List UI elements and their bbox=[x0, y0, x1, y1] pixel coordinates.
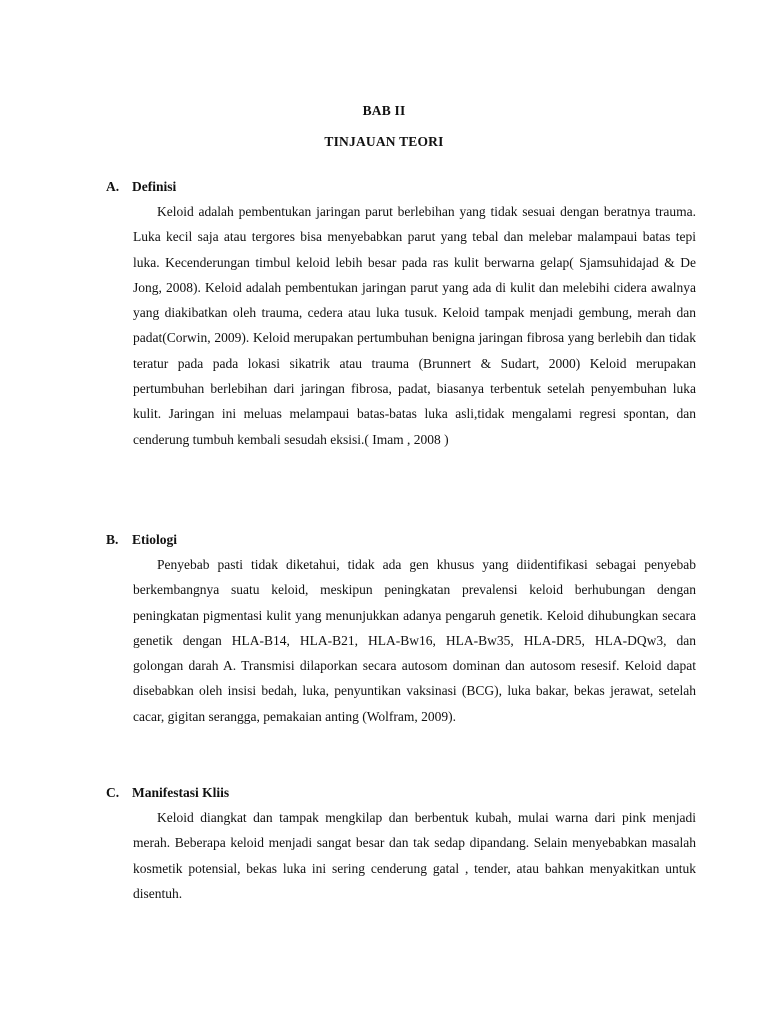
section-heading bbox=[106, 174, 696, 199]
section-paragraph: Keloid adalah pembentukan jaringan parut berlebihan yang tidak sesuai dengan beratnya trauma. Luka kecil saja atau tergores bisa menyebabkan parut yang tebal dan melebar malampaui batas tepi luka. Kecenderungan timbul keloid lebih besar pada ras kulit berwarna gelap( Sjamsuhidajad & De Jong, 2008). Keloid adalah pembentukan jaringan parut yang ada di kulit dan melebihi cidera awalnya yang diakibatkan oleh trauma, cedera atau luka tusuk. Keloid tampak menjadi gembung, merah dan padat(Corwin, 2009). Keloid merupakan pertumbuhan benigna jaringan fibrosa yang berlebih dan tidak teratur pada pada lokasi sikatrik atau trauma (Brunnert & Sudart, 2000) Keloid merupakan pertumbuhan berlebihan dari jaringan fibrosa, padat, biasanya terbentuk setelah penyembuhan luka kulit. Jaringan ini meluas melampaui batas-batas luka asli,tidak mengalami regresi spontan, dan cenderung tumbuh kembali sesudah eksisi.( Imam , 2008 ) bbox=[133, 204, 696, 447]
section-heading-text: Manifestasi Kliis bbox=[132, 785, 230, 800]
chapter-title: TINJAUAN TEORI bbox=[324, 134, 444, 149]
section-letter: C. bbox=[106, 785, 120, 800]
section-heading bbox=[106, 527, 696, 552]
section-heading-text: Etiologi bbox=[132, 532, 178, 547]
section-heading bbox=[106, 780, 696, 805]
section-paragraph: Penyebab pasti tidak diketahui, tidak ada gen khusus yang diidentifikasi sebagai penyebab berkembangnya suatu keloid, meskipun peningkatan prevalensi keloid berhubungan dengan peningkatan pigmentasi kulit yang menunjukkan adanya pengaruh genetik. Keloid dihubungkan secara genetik dengan HLA-B14, HLA-B21, HLA-Bw16, HLA-Bw35, HLA-DR5, HLA-DQw3, dan golongan darah A. Transmisi dilaporkan secara autosom dominan dan autosom resesif. Keloid dapat disebabkan oleh insisi bedah, luka, penyuntikan vaksinasi (BCG), luka bakar, bekas jerawat, setelah cacar, gigitan serangga, pemakaian anting (Wolfram, 2009). bbox=[133, 557, 696, 724]
section-letter: B. bbox=[106, 532, 119, 547]
section-definisi bbox=[106, 174, 696, 452]
chapter-label: BAB II bbox=[362, 103, 406, 118]
section-letter: A. bbox=[106, 179, 120, 194]
section-manifestasi bbox=[106, 780, 696, 906]
section-heading-text: Definisi bbox=[132, 179, 177, 194]
section-etiologi bbox=[106, 527, 696, 729]
section-paragraph: Keloid diangkat dan tampak mengkilap dan berbentuk kubah, mulai warna dari pink menjadi merah. Beberapa keloid menjadi sangat besar dan tak sedap dipandang. Selain menyebabkan masalah kosmetik potensial, bekas luka ini sering cenderung gatal , tender, atau bahkan menyakitkan untuk disentuh. bbox=[133, 810, 696, 901]
